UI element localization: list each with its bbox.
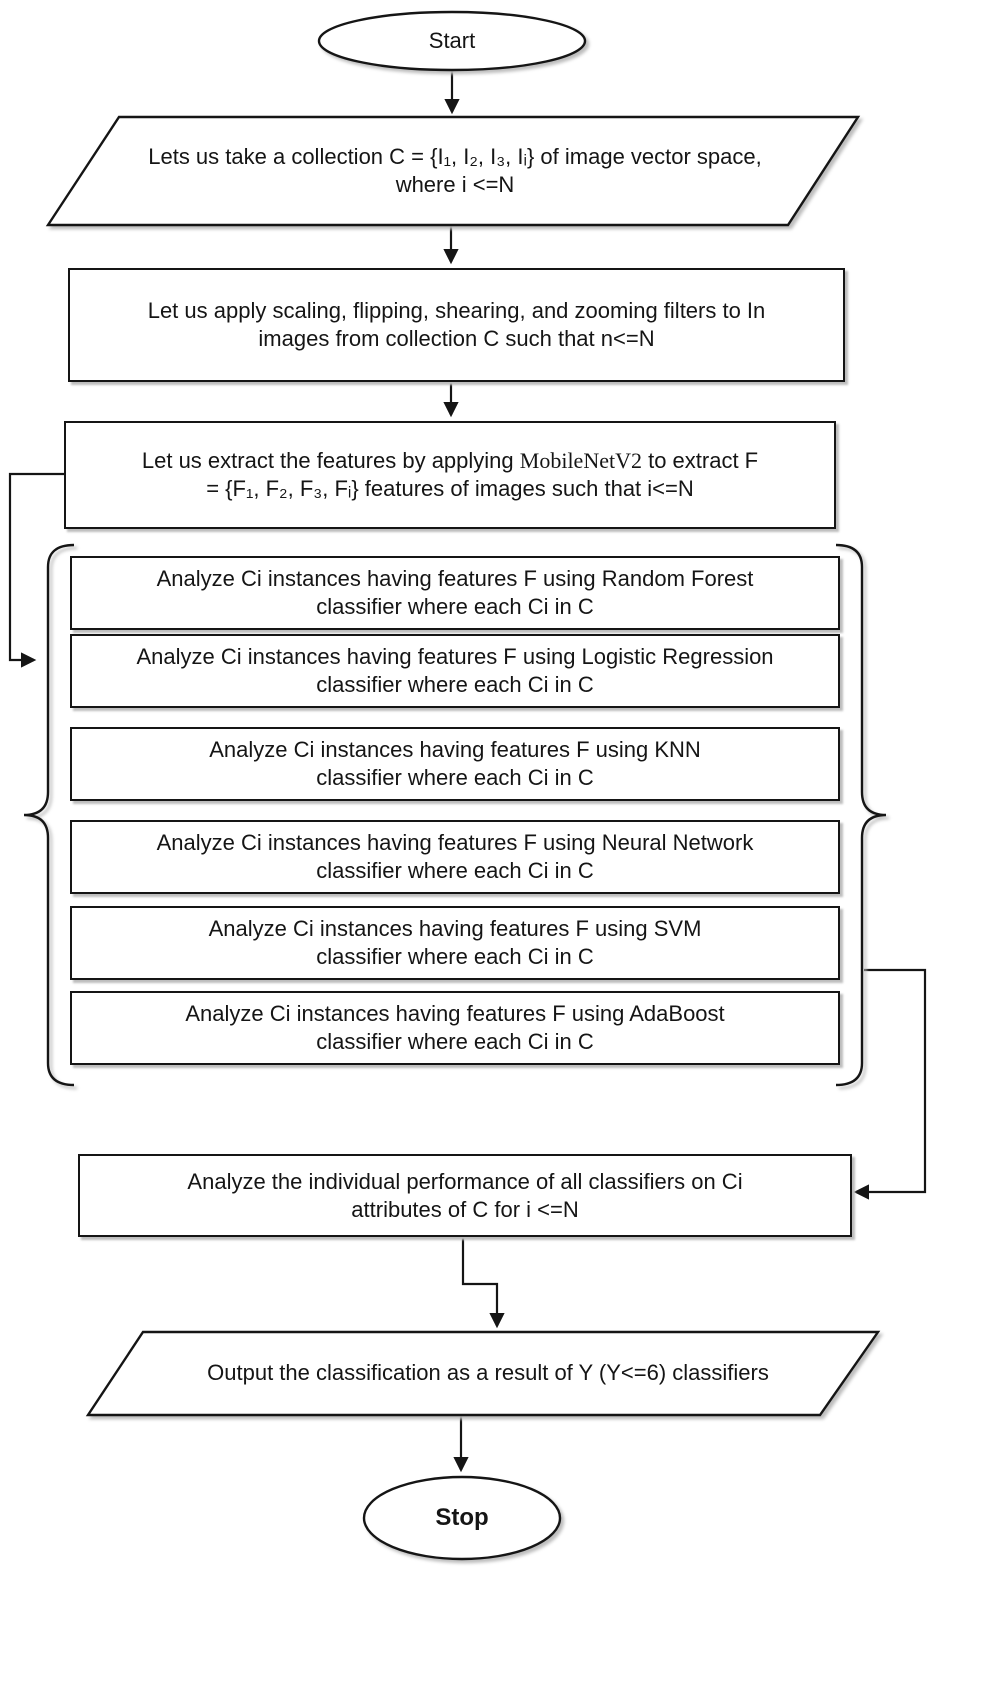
- classifier-box-knn: [70, 727, 840, 801]
- extract-model-name: MobileNetV2: [519, 448, 642, 473]
- classifier-box-neural-network: [70, 820, 840, 894]
- collection-line2: where i <=N: [395, 172, 515, 197]
- classifier-line1: Analyze Ci instances having features F using SVM: [208, 916, 702, 941]
- augment-box: [68, 268, 845, 382]
- classifier-box-random-forest: [70, 556, 840, 630]
- performance-line2: attributes of C for i <=N: [351, 1196, 579, 1222]
- classifier-box-svm: [70, 906, 840, 980]
- stop-node: [364, 1478, 560, 1558]
- classifier-line2: classifier where each Ci in C: [316, 594, 594, 619]
- extract-suffix: to extract F: [641, 448, 759, 473]
- start-node: [320, 13, 584, 69]
- extract-line2: = {F₁, F₂, F₃, Fᵢ} features of images such that i<=N: [206, 476, 694, 501]
- augment-line2: images from collection C such that n<=N: [258, 326, 655, 351]
- left-brace: [24, 545, 74, 1085]
- extract-box: [64, 421, 836, 529]
- right-brace: [836, 545, 886, 1085]
- output-line1: Output the classification as a result of Y (Y<=6) classifiers: [207, 1360, 769, 1385]
- classifier-line1: Analyze Ci instances having features F using Logistic Regression: [136, 644, 774, 669]
- connector-extract-to-classifier-group: [10, 474, 64, 660]
- classifier-line2: classifier where each Ci in C: [316, 858, 594, 883]
- collection-line1: Lets us take a collection C = {I₁, I₂, I₃, Iᵢ} of image vector space,: [148, 144, 762, 169]
- performance-line1: Analyze the individual performance of all classifiers on Ci: [187, 1168, 743, 1194]
- collection-node: [85, 122, 825, 220]
- connector-classifier-group-to-performance: [856, 970, 925, 1192]
- classifier-line1: Analyze Ci instances having features F using Random Forest: [156, 566, 754, 591]
- classifier-line2: classifier where each Ci in C: [316, 672, 594, 697]
- classifier-line1: Analyze Ci instances having features F using KNN: [209, 737, 701, 762]
- classifier-line2: classifier where each Ci in C: [316, 1029, 594, 1054]
- stop-label: Stop: [435, 1504, 489, 1531]
- extract-prefix: Let us extract the features by applying: [141, 448, 520, 473]
- output-node: [110, 1334, 866, 1412]
- performance-box: [78, 1154, 852, 1237]
- classifier-line2: classifier where each Ci in C: [316, 944, 594, 969]
- classifier-line1: Analyze Ci instances having features F using Neural Network: [156, 830, 754, 855]
- classifier-line1: Analyze Ci instances having features F using AdaBoost: [185, 1001, 725, 1026]
- augment-line1: Let us apply scaling, flipping, shearing, and zooming filters to In: [147, 298, 766, 323]
- classifier-line2: classifier where each Ci in C: [316, 765, 594, 790]
- start-label: Start: [428, 28, 476, 53]
- extract-line1: [142, 447, 758, 475]
- classifier-box-adaboost: [70, 991, 840, 1065]
- arrow-performance-to-output: [463, 1233, 497, 1326]
- classifier-box-logistic-regression: [70, 634, 840, 708]
